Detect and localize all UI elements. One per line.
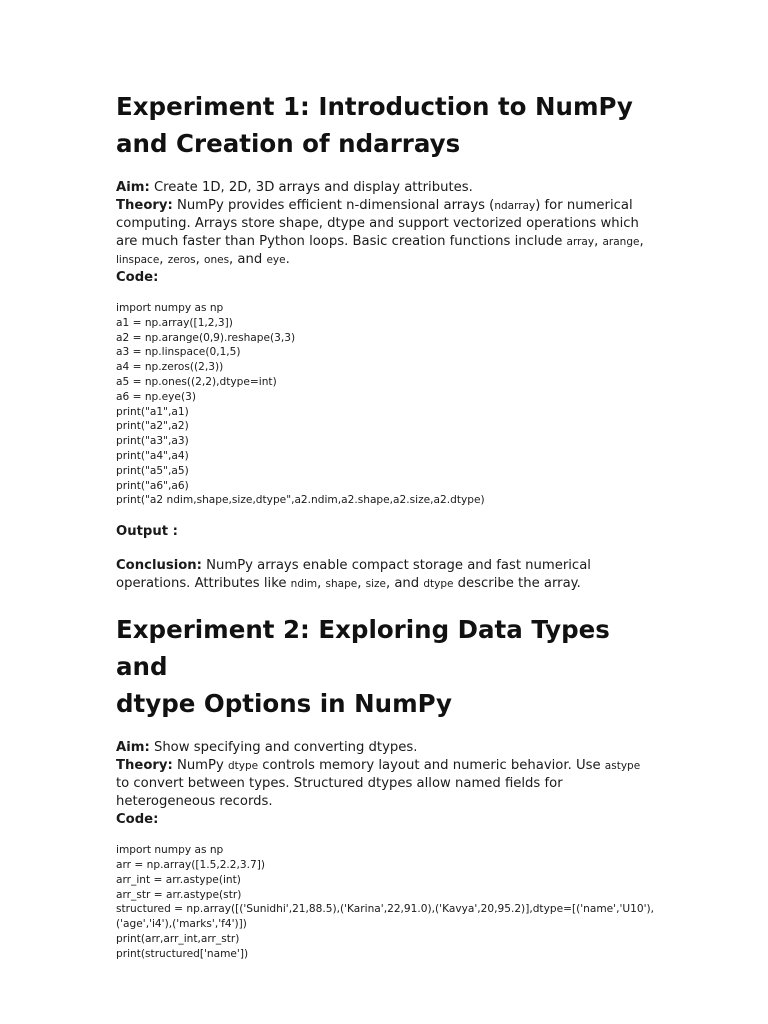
- code-line: ('age','i4'),('marks','f4')]): [116, 918, 247, 931]
- title-line-2: dtype Options in NumPy: [116, 689, 452, 719]
- inline-code: ndim: [290, 578, 318, 591]
- code-line: arr_int = arr.astype(int): [116, 873, 241, 886]
- inline-code: arange: [602, 236, 640, 248]
- code-label: Code:: [116, 812, 159, 828]
- title-line-1: Experiment 1: Introduction to NumPy: [116, 92, 633, 121]
- conclusion-text: describe the array.: [453, 576, 581, 592]
- theory-text: NumPy: [172, 758, 228, 774]
- inline-code: shape: [325, 578, 358, 591]
- code-line: print("a2 ndim,shape,size,dtype",a2.ndim,a2.shape,a2.size,a2.dtype): [116, 494, 485, 507]
- conclusion-text: NumPy arrays enable compact storage and fast numerical operations. Attributes like: [116, 558, 591, 592]
- theory-text: ) for numerical computing. Arrays store shape, dtype and support vectorized operations which are much faster than Python loops. Basic creation functions include: [116, 198, 639, 249]
- code-line: print("a4",a4): [116, 449, 189, 462]
- conclusion-text: ,: [357, 576, 366, 592]
- inline-code: dtype: [423, 578, 454, 591]
- code-line: a6 = np.eye(3): [116, 390, 196, 403]
- inline-code: linspace: [116, 254, 160, 266]
- theory-text: ,: [639, 234, 644, 249]
- code-line: print("a2",a2): [116, 420, 189, 433]
- title-line-1: Experiment 2: Exploring Data Types and: [116, 615, 610, 682]
- inline-code: array: [566, 236, 595, 248]
- output-label: Output :: [116, 524, 178, 540]
- code-line: print(arr,arr_int,arr_str): [116, 932, 240, 945]
- experiment-1: [116, 88, 656, 593]
- conclusion-text: , and: [385, 576, 424, 592]
- theory-text: controls memory layout and numeric behavior. Use: [258, 758, 605, 774]
- theory-label: Theory:: [116, 198, 173, 213]
- code-line: arr = np.array([1.5,2.2,3.7]): [116, 858, 266, 871]
- aim-label: Aim:: [116, 740, 150, 756]
- code-line: structured = np.array([('Sunidhi',21,88.5),('Karina',22,91.0),('Kavya',20,95.2)],dtype=[('name','U10'),: [116, 903, 655, 916]
- conclusion-label: Conclusion:: [116, 558, 202, 574]
- document-page: [116, 88, 656, 962]
- aim-text: Show specifying and converting dtypes.: [149, 740, 418, 756]
- theory-label: Theory:: [116, 758, 173, 774]
- aim-paragraph: [116, 179, 656, 197]
- theory-text: , and: [229, 252, 267, 267]
- conclusion-text: ,: [317, 576, 326, 592]
- theory-text: to convert between types. Structured dtypes allow named fields for heterogeneous records.: [116, 776, 563, 810]
- experiment-2-title: [116, 611, 656, 722]
- aim-label: Aim:: [116, 180, 150, 195]
- code-line: print(structured['name']): [116, 947, 249, 960]
- theory-text: .: [285, 252, 290, 267]
- code-line: a2 = np.arange(0,9).reshape(3,3): [116, 331, 296, 344]
- theory-text: ,: [195, 252, 205, 267]
- code-line: a5 = np.ones((2,2),dtype=int): [116, 375, 277, 388]
- code-block: [116, 843, 656, 961]
- code-line: import numpy as np: [116, 302, 224, 314]
- theory-paragraph: [116, 197, 656, 269]
- code-line: a4 = np.zeros((2,3)): [116, 361, 224, 374]
- code-block: [116, 301, 656, 508]
- inline-code: zeros: [167, 254, 196, 266]
- inline-code: size: [365, 578, 386, 591]
- code-line: import numpy as np: [116, 844, 224, 857]
- code-line: print("a1",a1): [116, 405, 189, 418]
- inline-code: eye: [266, 254, 286, 266]
- code-line: arr_str = arr.astype(str): [116, 888, 242, 901]
- code-label: Code:: [116, 270, 159, 285]
- experiment-1-title: [116, 88, 656, 162]
- inline-code: astype: [604, 760, 641, 773]
- inline-code: ones: [204, 254, 230, 266]
- inline-code: dtype: [227, 760, 259, 773]
- theory-text: NumPy provides efficient n-dimensional arrays (: [172, 198, 495, 213]
- code-line: print("a6",a6): [116, 479, 189, 492]
- theory-text: ,: [594, 234, 603, 249]
- conclusion-paragraph: [116, 557, 656, 593]
- aim-paragraph: [116, 739, 656, 757]
- theory-text: ,: [159, 252, 168, 267]
- theory-paragraph: [116, 757, 656, 811]
- code-line: a3 = np.linspace(0,1,5): [116, 346, 241, 359]
- code-line: a1 = np.array([1,2,3]): [116, 316, 233, 329]
- title-line-2: and Creation of ndarrays: [116, 129, 461, 158]
- inline-code: ndarray: [494, 200, 536, 212]
- code-line: print("a5",a5): [116, 464, 189, 477]
- aim-text: Create 1D, 2D, 3D arrays and display attributes.: [149, 180, 473, 195]
- experiment-2: [116, 611, 656, 961]
- code-line: print("a3",a3): [116, 435, 189, 448]
